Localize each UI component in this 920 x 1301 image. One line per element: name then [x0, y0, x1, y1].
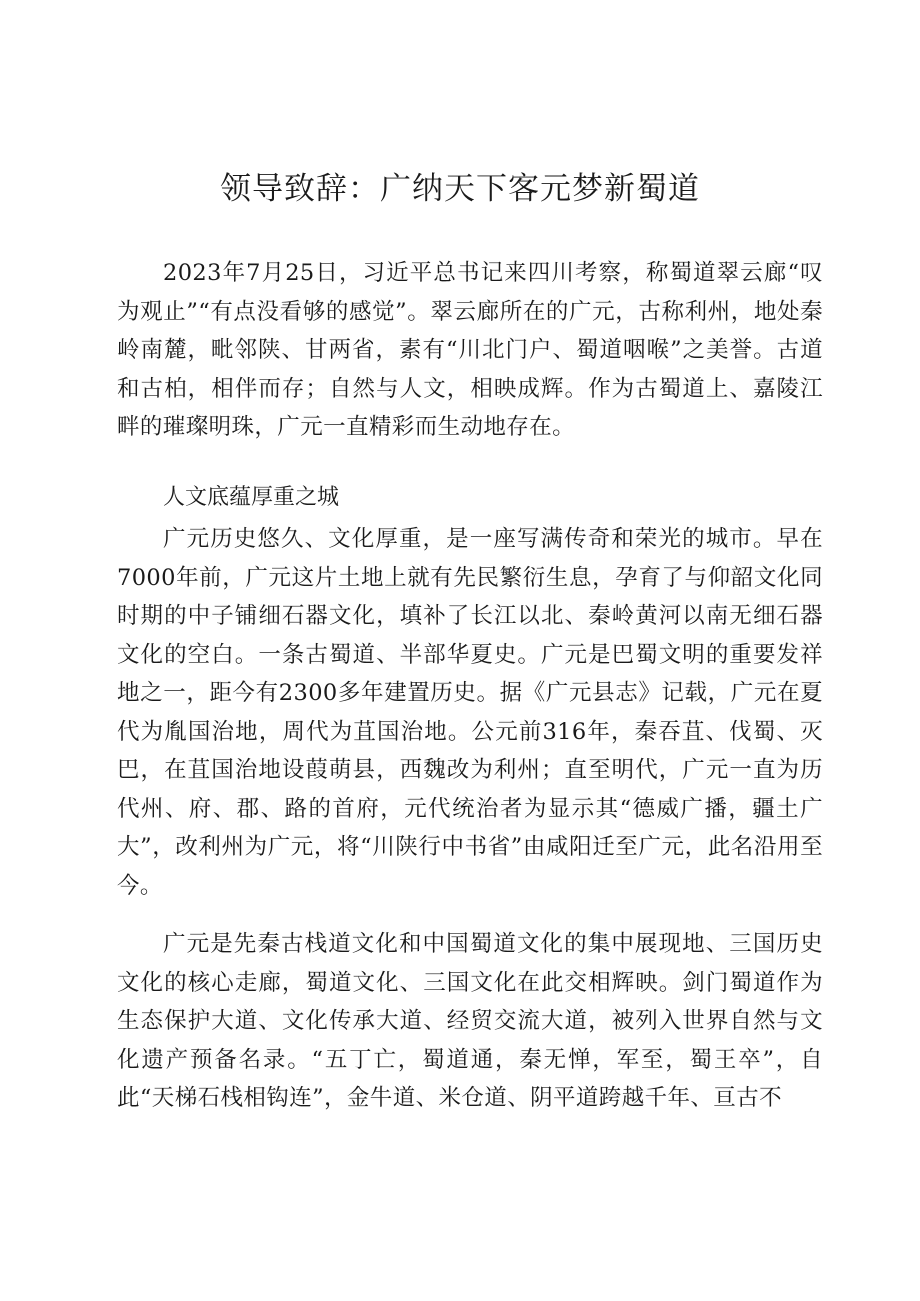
intro-paragraph: 2023年7月25日，习近平总书记来四川考察，称蜀道翠云廊“叹为观止”“有点没看够的感觉”。翠云廊所在的广元，古称利州，地处秦岭南麓，毗邻陕、甘两省，素有“川北门户、蜀道咽喉”之美誉。古道和古柏，相伴而存；自然与人文，相映成辉。作为古蜀道上、嘉陵江畔的璀璨明珠，广元一直精彩而生动地存在。 — [117, 260, 823, 440]
history-paragraph: 广元历史悠久、文化厚重，是一座写满传奇和荣光的城市。早在7000年前，广元这片土地上就有先民繁衍生息，孕育了与仰韶文化同时期的中子铺细石器文化，填补了长江以北、秦岭黄河以南无细石器文化的空白。一条古蜀道、半部华夏史。广元是巴蜀文明的重要发祥地之一，距今有2300多年建置历史。据《广元县志》记载，广元在夏代为胤国治地，周代为苴国治地。公元前316年，秦吞苴、伐蜀、灭巴，在苴国治地设葭萌县，西魏改为利州；直至明代，广元一直为历代州、府、郡、路的首府，元代统治者为显示其“德威广播，疆土广大”，改利州为广元，将“川陕行中书省”由咸阳迁至广元，此名沿用至今。 — [117, 526, 823, 899]
document-title: 领导致辞：广纳天下客元梦新蜀道 — [220, 171, 700, 207]
section-heading: 人文底蕴厚重之城 — [163, 485, 340, 510]
shu-road-paragraph: 广元是先秦古栈道文化和中国蜀道文化的集中展现地、三国历史文化的核心走廊，蜀道文化、三国文化在此交相辉映。剑门蜀道作为生态保护大道、文化传承大道、经贸交流大道，被列入世界自然与文化遗产预备名录。“五丁亡，蜀道通，秦无惮，军至，蜀王卒”，自此“天梯石栈相钩连”，金牛道、米仓道、阴平道跨越千年、亘古不 — [117, 931, 823, 1111]
